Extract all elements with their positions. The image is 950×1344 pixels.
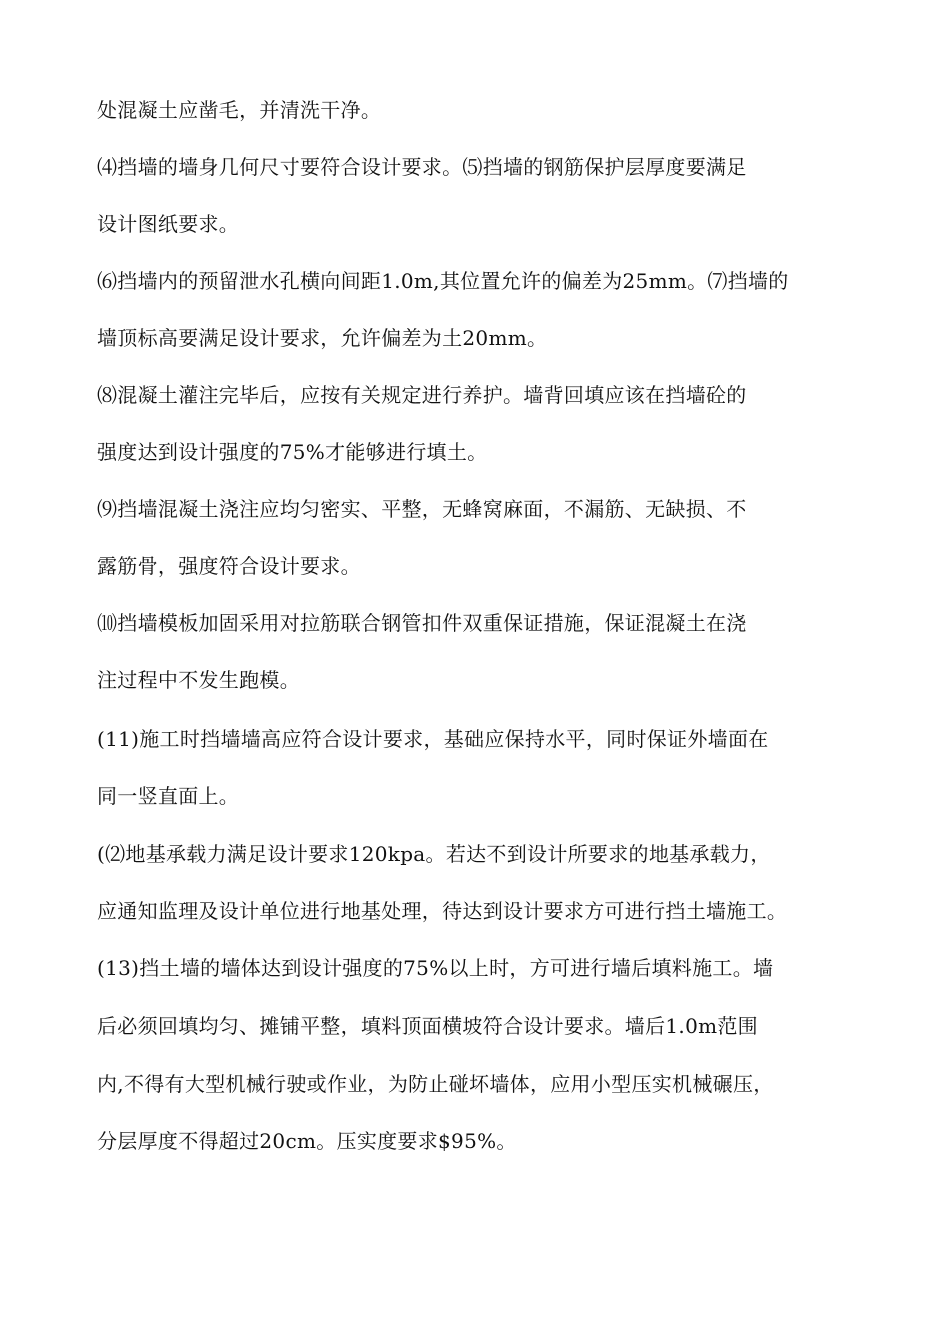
text-line: 内,不得有大型机械行驶或作业，为防止碰坏墙体，应用小型压实机械碾压，	[97, 1072, 774, 1096]
text-line: (⑵地基承载力满足设计要求120kpa。若达不到设计所要求的地基承载力，	[97, 842, 771, 866]
text-line: 墙顶标高要满足设计要求，允许偏差为土20mm。	[97, 326, 548, 350]
text-line: (13)挡土墙的墙体达到设计强度的75%以上时，方可进行墙后填料施工。墙	[97, 956, 774, 980]
text-line: (11)施工时挡墙墙高应符合设计要求，基础应保持水平，同时保证外墙面在	[97, 727, 769, 751]
text-line: 露筋骨，强度符合设计要求。	[97, 554, 361, 578]
text-line: 强度达到设计强度的75%才能够进行填土。	[97, 440, 488, 464]
text-line: ⑷挡墙的墙身几何尺寸要符合设计要求。⑸挡墙的钢筋保护层厚度要满足	[97, 155, 747, 179]
text-line: 分层厚度不得超过20cm。压实度要求$95%。	[97, 1129, 517, 1153]
text-line: 后必须回填均匀、摊铺平整，填料顶面横坡符合设计要求。墙后1.0m范围	[97, 1014, 758, 1038]
text-line: ⑼挡墙混凝土浇注应均匀密实、平整，无蜂窝麻面，不漏筋、无缺损、不	[97, 497, 747, 521]
text-line: 设计图纸要求。	[97, 212, 240, 236]
text-line: 同一竖直面上。	[97, 784, 240, 808]
text-line: ⑻混凝土灌注完毕后，应按有关规定进行养护。墙背回填应该在挡墙砼的	[97, 383, 747, 407]
text-line: 应通知监理及设计单位进行地基处理，待达到设计要求方可进行挡土墙施工。	[97, 899, 788, 923]
text-line: ⑽挡墙模板加固采用对拉筋联合钢管扣件双重保证措施，保证混凝土在浇	[97, 611, 747, 635]
text-line: 注过程中不发生跑模。	[97, 668, 300, 692]
text-line: 处混凝土应凿毛，并清洗干净。	[97, 98, 382, 122]
text-line: ⑹挡墙内的预留泄水孔横向间距1.0m,其位置允许的偏差为25mm。⑺挡墙的	[97, 269, 789, 293]
